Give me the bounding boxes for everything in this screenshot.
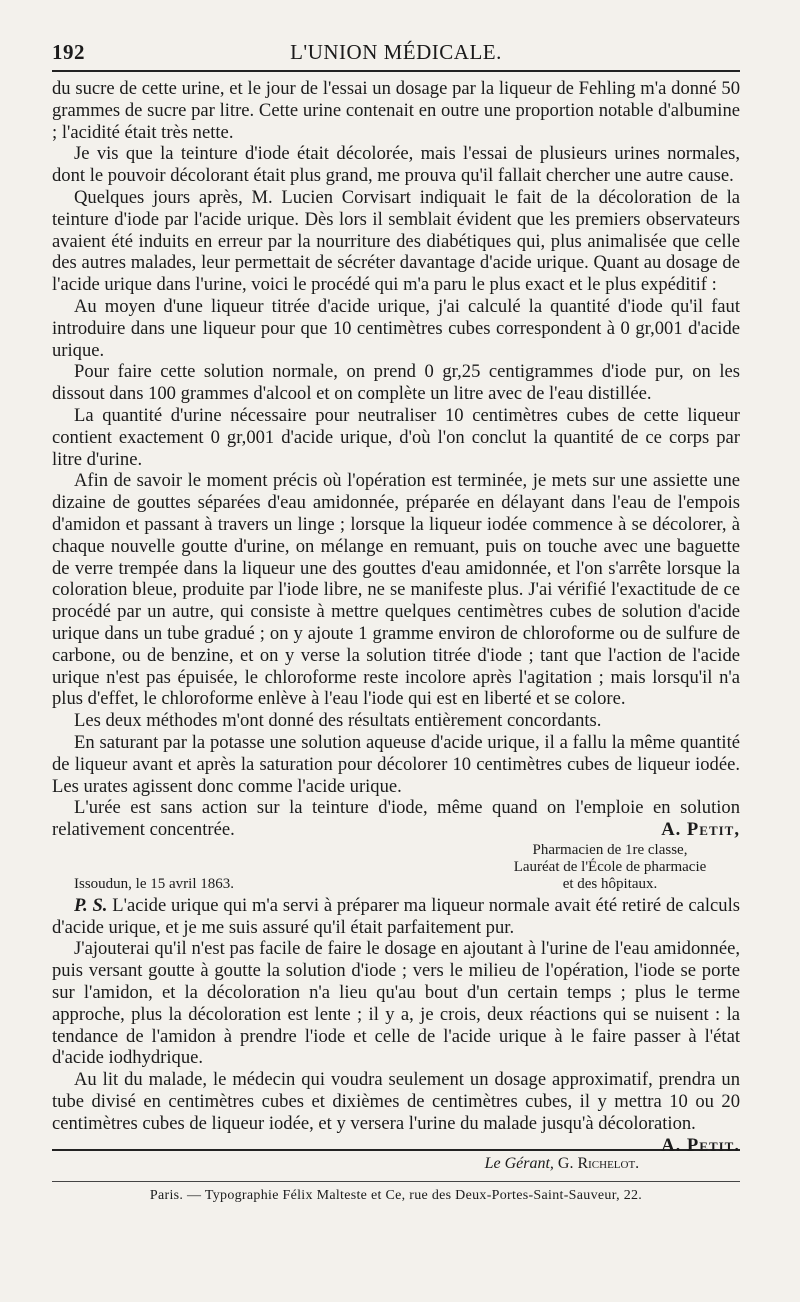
page-header: [52, 40, 740, 72]
page-number: 192: [52, 40, 85, 64]
postscript-final-text: Au lit du malade, le médecin qui voudra seulement un dosage approximatif, prendra un tube divisé en centimètres cubes et dixièmes de centimètres cubes, il y mettra 10 ou 20 centimètres cubes de liqueur iodée, et y versera l'urine du malade jusqu'à décoloration.: [52, 1069, 740, 1134]
paragraph-10-text: L'urée est sans action sur la teinture d'iode, même quand on l'emploie en solution relativement concentrée.: [52, 797, 740, 841]
paragraph-5: Pour faire cette solution normale, on prend 0 gr,25 centigrammes d'iode pur, on les dissout dans 100 grammes d'alcool et on complète un litre avec de l'eau distillée.: [52, 361, 740, 405]
article-body: [52, 78, 740, 1156]
page-footer: [52, 1149, 740, 1204]
gerant-label: Le Gérant,: [484, 1154, 554, 1172]
author-titles: [480, 842, 740, 893]
postscript-text-1: L'acide urique qui m'a servi à préparer ma liqueur normale avait été retiré de calculs d'acide urique, et je me suis assuré qu'il était parfaitement pur.: [52, 894, 740, 938]
paragraph-8: Les deux méthodes m'ont donné des résultats entièrement concordants.: [74, 710, 602, 732]
place-date: Issoudun, le 15 avril 1863.: [74, 875, 234, 892]
paragraph-6: La quantité d'urine nécessaire pour neutraliser 10 centimètres cubes de cette liqueur contient exactement 0 gr,001 d'acide urique, d'où l'on conclut la quantité de ce corps par litre d'urine.: [52, 404, 740, 470]
paragraph-2: Je vis que la teinture d'iode était décolorée, mais l'essai de plusieurs urines normales, dont le pouvoir décolorant était plus grand, me prouva qu'il fallait chercher une autre cause.: [52, 143, 740, 187]
postscript-paragraph-3: [52, 1069, 740, 1156]
title-line-2: Lauréat de l'École de pharmacie: [513, 858, 707, 875]
postscript-label: P. S.: [74, 894, 108, 916]
imprint-line: Paris. — Typographie Félix Malteste et Ce, rue des Deux-Portes-Saint-Sauveur, 22.: [52, 1181, 740, 1204]
paragraph-3: Quelques jours après, M. Lucien Corvisart indiquait le fait de la décoloration de la teinture d'iode par l'acide urique. Dès lors il semblait évident que les premiers observateurs avaient été induits en erreur par la nourriture des diabétiques qui, plus animalisée que celle des autres malades, leur permettait de sécréter davantage d'acide urique. Quant au dosage de l'acide urique dans l'urine, voici le procédé qui m'a paru le plus exact et le plus expéditif :: [52, 186, 740, 296]
paragraph-9: En saturant par la potasse une solution aqueuse d'acide urique, il a fallu la même quantité de liqueur avant et après la saturation pour décolorer 10 centimètres cubes de liqueur iodée. Les urates agissent donc comme l'acide urique.: [52, 731, 740, 797]
signature-block: [52, 842, 740, 893]
gerant-line: [52, 1155, 740, 1173]
paragraph-1: du sucre de cette urine, et le jour de l'essai un dosage par la liqueur de Fehling m'a donné 50 grammes de sucre par litre. Cette urine contenait en outre une proportion notable d'albumine ; l'acidité était très nette.: [52, 78, 740, 143]
paragraph-7: Afin de savoir le moment précis où l'opération est terminée, je mets sur une assiette une dizaine de gouttes séparées d'eau amidonnée, préparée en délayant dans l'eau de l'empois d'amidon et passant à travers un linge ; lorsque la liqueur iodée commence à se décolorer, à chaque nouvelle goutte d'urine, on mélange en remuant, puis on touche avec une baguette de verre trempée dans la liqueur une des gouttes d'eau amidonnée, et l'on s'arrête lorsque la coloration bleue, produite par l'iode libre, ne se manifeste plus. J'ai vérifié l'exactitude de ce procédé par un autre, qui consiste à mettre quelques centimètres cubes de solution d'acide urique dans un tube gradué ; on y ajoute 1 gramme environ de chloroforme ou de sulfure de carbone, ou de benzine, et on y verse la solution titrée d'iode ; tant que l'action de l'acide urique n'est pas épuisée, le chloroforme reste incolore après l'agitation ; mais lorsqu'il n'a plus d'effet, le chloroforme enlève à l'eau l'iode qui est en liberté et se colore.: [52, 470, 740, 710]
signature: A. Petit,: [661, 819, 740, 841]
final-signature: A. Petit.: [661, 1134, 740, 1156]
paragraph-4: Au moyen d'une liqueur titrée d'acide urique, j'ai calculé la quantité d'iode qu'il faut introduire dans une liqueur pour que 10 centimètres cubes correspondent à 0 gr,001 d'acide urique.: [52, 295, 740, 361]
postscript-paragraph-2: J'ajouterai qu'il n'est pas facile de faire le dosage en ajoutant à l'urine de l'eau amidonnée, puis versant goutte à goutte la solution d'iode ; vers le milieu de l'opération, l'iode se porte sur l'amidon, et la décoloration n'a lieu qu'au bout d'un certain temps ; plus le terme approche, plus la décoloration est lente ; il y a, je crois, deux réactions qui se nuisent : la tendance de l'amidon à prendre l'iode et celle de l'acide urique à le faire passer à l'état d'acide iodhydrique.: [52, 938, 740, 1069]
postscript-paragraph-1: [52, 895, 740, 939]
title-line-3: et des hôpitaux.: [562, 875, 658, 892]
title-line-1: Pharmacien de 1re classe,: [532, 841, 688, 858]
paragraph-10: [52, 797, 740, 841]
gerant-name: G. Richelot.: [557, 1154, 640, 1172]
journal-title: L'UNION MÉDICALE.: [290, 40, 502, 64]
